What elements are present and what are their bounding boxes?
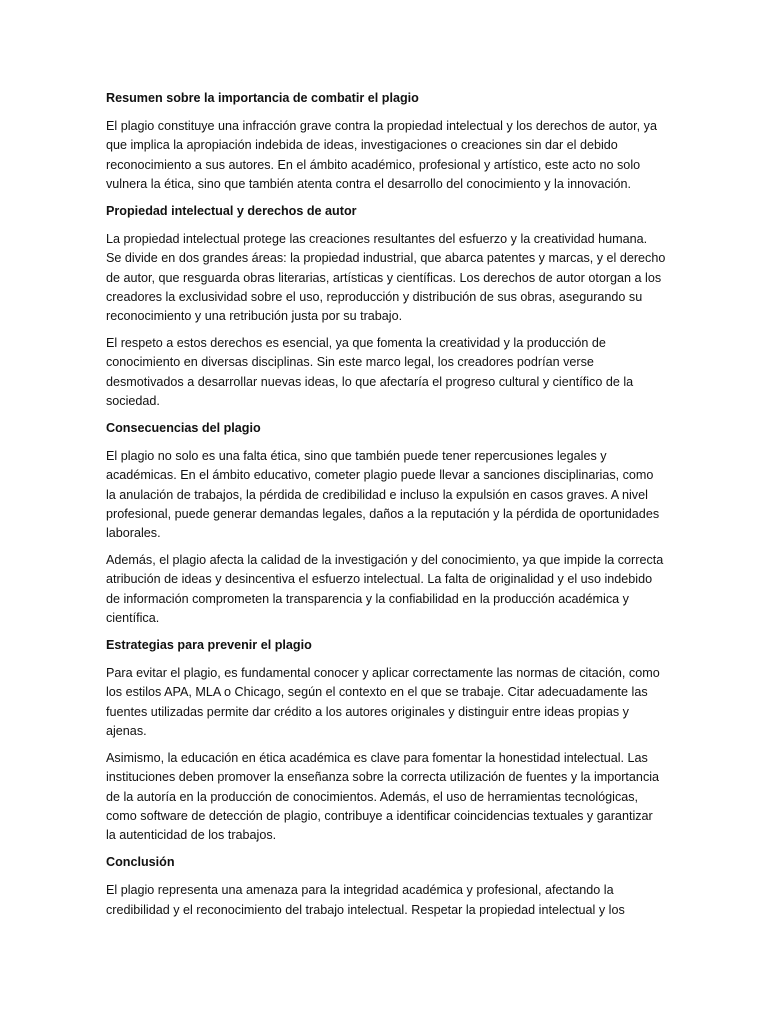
paragraph-propiedad-intelectual-1: La propiedad intelectual protege las creaciones resultantes del esfuerzo y la creatividad humana. Se divide en dos grandes áreas: la propiedad industrial, que abarca patentes y marcas, y el derecho de autor, que resguarda obras literarias, artísticas y científicas. Los derechos de autor otorgan a los creadores la exclusividad sobre el uso, reproducción y distribución de sus obras, asegurando su reconocimiento y una retribución justa por su trabajo. xyxy=(106,232,666,324)
section-heading-conclusion: Conclusión xyxy=(106,855,175,870)
section-heading-estrategias: Estrategias para prevenir el plagio xyxy=(106,638,312,653)
section-heading-consecuencias: Consecuencias del plagio xyxy=(106,421,261,436)
paragraph-propiedad-intelectual-2: El respeto a estos derechos es esencial, ya que fomenta la creatividad y la producción de conocimiento en diversas disciplinas. Sin este marco legal, los creadores podrían verse desmotivados a desarrollar nuevas ideas, lo que afectaría el progreso cultural y científico de la sociedad. xyxy=(106,336,634,408)
paragraph-consecuencias-2: Además, el plagio afecta la calidad de la investigación y del conocimiento, ya que impide la correcta atribución de ideas y desincentiva el esfuerzo intelectual. La falta de originalidad y el uso indebido de información comprometen la transparencia y la confiabilidad en la producción académica y científica. xyxy=(106,553,664,625)
document-title: Resumen sobre la importancia de combatir el plagio xyxy=(106,91,419,105)
paragraph-estrategias-2: Asimismo, la educación en ética académica es clave para fomentar la honestidad intelectual. Las instituciones deben promover la enseñanza sobre la correcta utilización de fuentes y la importancia de la autoría en la producción de conocimientos. Además, el uso de herramientas tecnológicas, como software de detección de plagio, contribuye a identificar coincidencias textuales y garantizar la autenticidad de los trabajos. xyxy=(106,751,660,842)
paragraph-conclusion: El plagio representa una amenaza para la integridad académica y profesional, afectando la credibilidad y el reconocimiento del trabajo intelectual. Respetar la propiedad intelectual y los xyxy=(106,883,625,917)
document-page xyxy=(106,89,666,928)
paragraph-estrategias-1: Para evitar el plagio, es fundamental conocer y aplicar correctamente las normas de citación, como los estilos APA, MLA o Chicago, según el contexto en el que se trabaje. Citar adecuadamente las fuentes utilizadas permite dar crédito a los autores originales y distinguir entre ideas propias y ajenas. xyxy=(106,666,660,738)
section-heading-propiedad-intelectual: Propiedad intelectual y derechos de autor xyxy=(106,204,357,219)
intro-paragraph: El plagio constituye una infracción grave contra la propiedad intelectual y los derechos de autor, ya que implica la apropiación indebida de ideas, investigaciones o creaciones sin dar el debido reconocimiento a sus autores. En el ámbito académico, profesional y artístico, este acto no solo vulnera la ética, sino que también atenta contra el desarrollo del conocimiento y la innovación. xyxy=(106,119,657,191)
paragraph-consecuencias-1: El plagio no solo es una falta ética, sino que también puede tener repercusiones legales y académicas. En el ámbito educativo, cometer plagio puede llevar a sanciones disciplinarias, como la anulación de trabajos, la pérdida de credibilidad e incluso la expulsión en casos graves. A nivel profesional, puede generar demandas legales, daños a la reputación y la pérdida de oportunidades laborales. xyxy=(106,449,660,541)
